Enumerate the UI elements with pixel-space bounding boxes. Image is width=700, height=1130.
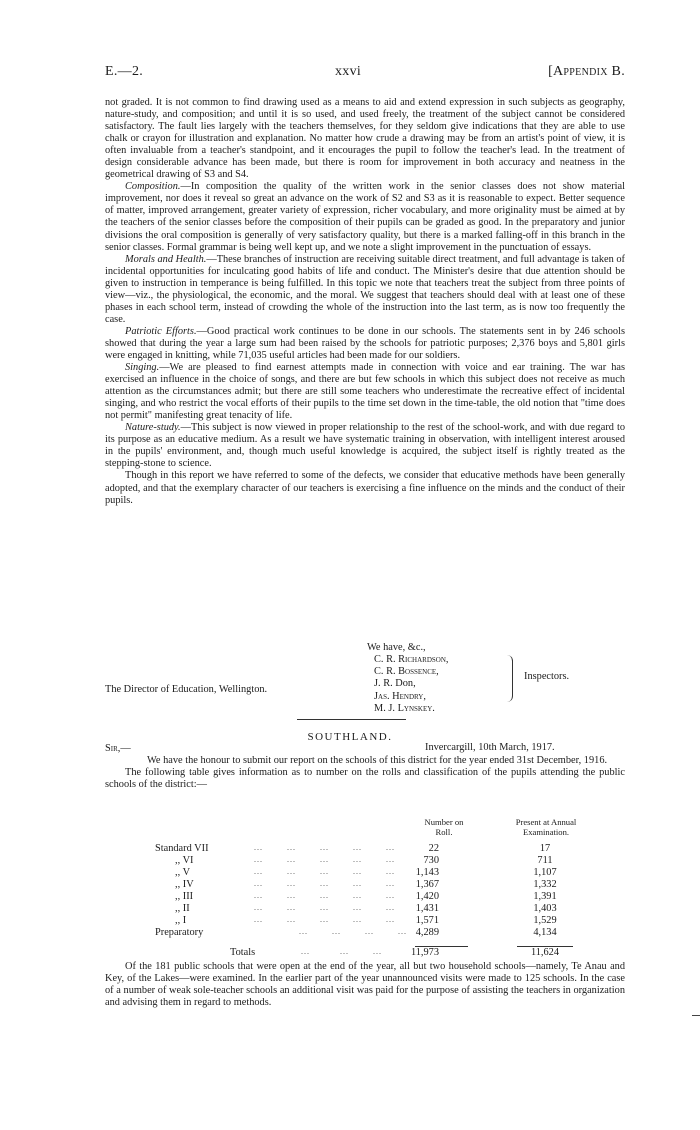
header-left: E.—2. [105,64,144,79]
heading-nature-study: Nature-study. [125,422,181,434]
table-row: ,, I ... ... ... ... ... 1,571 1,529 [175,915,557,926]
table-row: Standard VII ... ... ... ... ... 22 17 [155,843,551,854]
page-number: xxvi [335,64,362,79]
paragraph-morals-health: Morals and Health.—These branches of instruction are receiving suitable direct treatment, and full advantage is taken of incidental opportunities for inculcating good habits of life and conduct. The Minister's desire that due attention should be given to instruction in temperance is being fulfilled. In this topic we note that teachers treat the subject from three points of view—viz., the physiological, the economic, and the moral. We suggest that teachers should deal with at least one of these phases in each school term, instead of crowding the whole of the instruction into the last term, as is now too frequently the case. [105,253,625,325]
paragraph-singing: Singing.—We are pleased to find earnest attempts made in connection with voice and ear training. The war has exercised an influence in the choice of songs, and there are but few schools in which this subject does not receive as much attention as the circumstances admit; but there are still some teachers who underestimate the recreative effect of incidental singing, and who restrict the vocal efforts of their pupils to the time set down in the time-table, the old notion that "time does not permit" manifesting great tenacity of life. [105,362,625,422]
addressee-line: The Director of Education, Wellington. [105,684,268,695]
inspector-name: J. R. Don, [374,678,416,690]
column-header-present: Present at Annual Examination. [515,817,577,837]
section-divider [297,719,406,720]
inspector-name: C. R. Richardson, [374,654,449,665]
table-row: ,, V ... ... ... ... ... 1,143 1,107 [175,867,557,878]
inspector-names [374,654,448,715]
southland-intro [105,755,625,791]
heading-patriotic-efforts: Patriotic Efforts. [125,325,197,337]
heading-morals-health: Morals and Health. [125,253,207,265]
paragraph-drawing: not graded. It is not common to find drawing used as a means to aid and extend expression in such subjects as geography, nature-study, and composition; and until it is so used, and used freely, the treatment of the subject cannot be considered satisfactory. The fault lies largely with the teachers themselves, for they seldom give indications that they are able to use chalk or crayon for illustration and explanation. No matter how crude a drawing may be from an artist's point of view, it is often invaluable from a teacher's standpoint, and it encourages the pupil to follow the teacher's lead. In the treatment of design considerable advance has been made, but there is room for improvement in both accuracy and neatness in the geometrical drawing of S3 and S4. [105,97,625,181]
table-row: ,, II ... ... ... ... ... 1,431 1,403 [175,903,557,914]
heading-composition: Composition. [125,181,181,193]
closing-paragraph: Of the 181 public schools that were open at the end of the year, all but two household schools—namely, Te Anau and Key, of the Lakes—were examined. In the earlier part of the year unannounced visits were made to 125 schools. In the case of a number of weak sole-teacher schools an additional visit was paid for the purpose of assisting the teachers in organization and advising them in regard to methods. [105,961,625,1009]
report-body [105,97,625,507]
running-header [105,64,625,80]
inspector-name: M. J. Lynskey. [374,702,435,714]
header-right: [Appendix B. [548,64,625,79]
table-intro-paragraph: The following table gives information as to number on the rolls and classification of the pupils attending the public schools of the district:— [105,767,625,791]
inspector-name: C. R. Bossence, [374,666,439,678]
intro-paragraph: We have the honour to submit our report on the schools of this district for the year ended 31st December, 1916. [147,755,608,766]
table-row: ,, VI ... ... ... ... ... 730 711 [175,855,553,866]
margin-mark [692,1015,700,1016]
paragraph-patriotic-efforts: Patriotic Efforts.—Good practical work continues to be done in our schools. The statements sent in by 246 schools showed that during the year a large sum had been raised by the schools for patriotic purposes; 2,376 boys and 5,801 girls were engaged in knitting, while 71,035 useful articles had been made for our soldiers. [105,325,625,361]
brace-icon [504,655,513,702]
section-title: SOUTHLAND. [307,731,393,743]
paragraph-composition: Composition.—In composition the quality of the written work in the senior classes does not show material improvement, nor does it reveal so great an advance on the work of S2 and S3 as it is reasonable to expect. Better sequence of matter, improved arrangement, greater variety of expression, richer vocabulary, and more originality must be aimed at by the teachers of the senior classes before the composition of their pupils can be graded as good. In the preparatory and junior divisions the oral composition is generally of very satisfactory quality, but there is a marked falling-off in this branch in the senior classes. Formal grammar is being well kept up, and we note a slight improvement in the punctuation of essays. [105,181,625,253]
table-row: ,, III ... ... ... ... ... 1,420 1,391 [175,891,557,902]
signature-block [105,642,625,714]
paragraph-nature-study: Nature-study.—This subject is now viewed in proper relationship to the rest of the school-work, and with due regard to its purpose as an educative medium. As a result we have systematic training in observation, with intelligent interest aroused in the pupils' environment, and, though much useful knowledge is acquired, the subject itself is rightly treated as the stepping-stone to science. [105,422,625,470]
column-header-roll: Number on Roll. [424,817,464,837]
roll-table [105,817,625,958]
inspectors-label: Inspectors. [524,671,570,682]
paragraph-conclusion: Though in this report we have referred to some of the defects, we consider that educative methods have been generally adopted, and that the exemplary character of our teachers is exercising a fine influence on the minds and the conduct of their pupils. [105,470,625,506]
closing-section [105,961,625,1009]
table-totals-row: Totals ... ... ... 11,973 11,624 [105,947,625,960]
letter-date: Invercargill, 10th March, 1917. [425,742,555,753]
salutation: Sir,— [105,743,131,754]
heading-singing: Singing. [125,362,160,374]
table-row: ,, IV ... ... ... ... ... 1,367 1,332 [175,879,557,890]
we-have-line: We have, &c., [367,642,426,653]
table-row: Preparatory ... ... ... ... 4,289 4,134 [155,927,557,938]
inspector-name: Jas. Hendry, [374,690,426,702]
